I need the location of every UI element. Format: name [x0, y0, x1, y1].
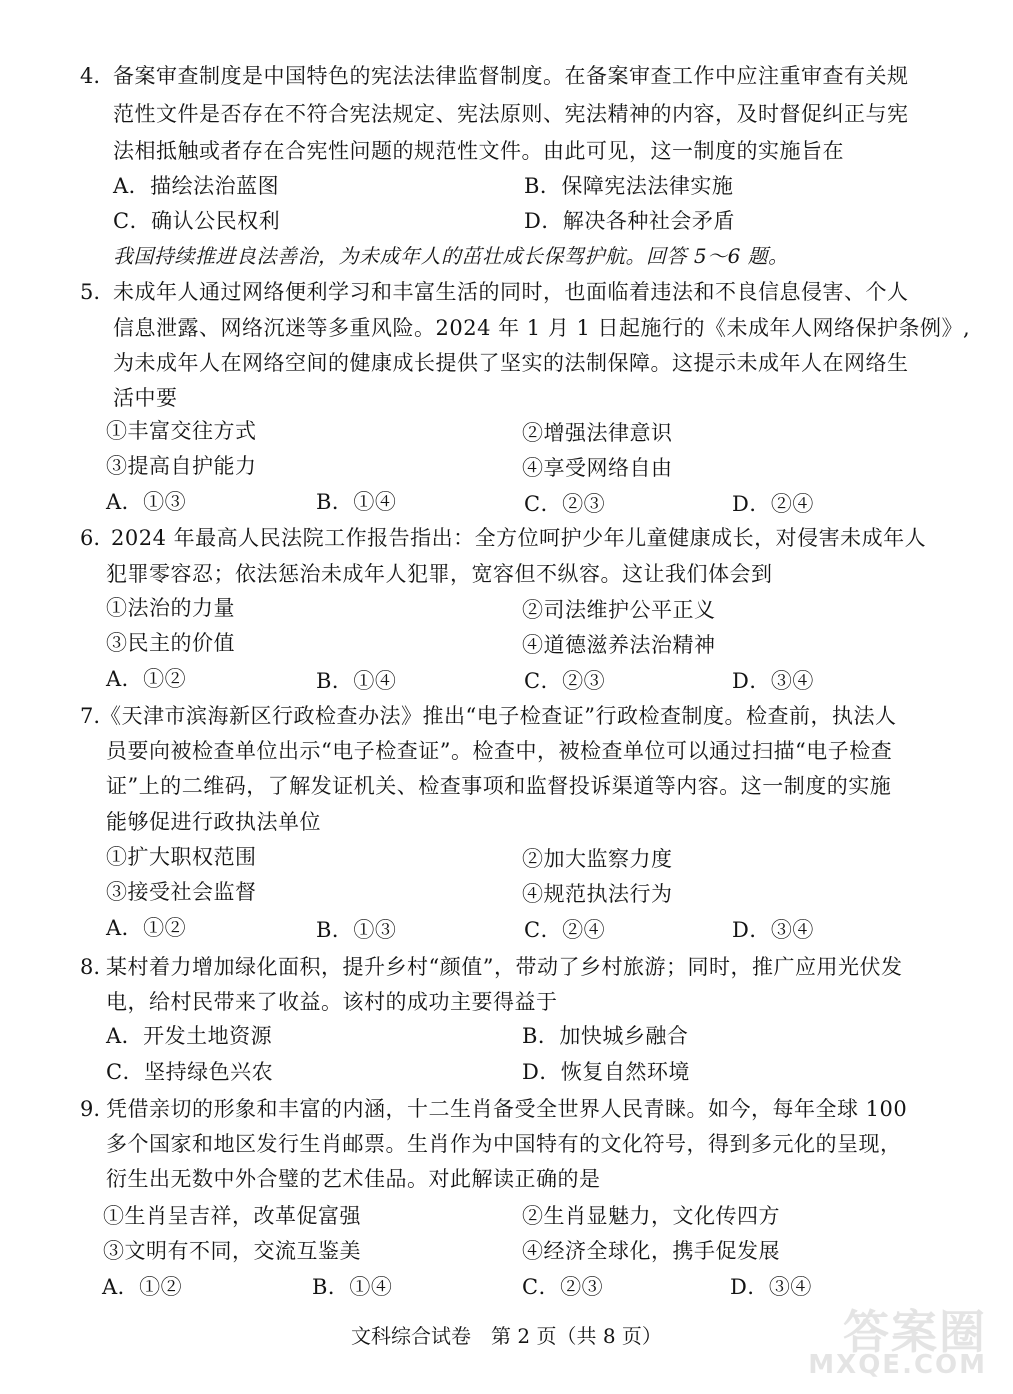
statement-item: ①扩大职权范围 [106, 845, 257, 869]
choice-c: C．②④ [524, 918, 606, 942]
option-c: C．坚持绿色兴农 [106, 1060, 274, 1084]
question-text-line: 未成年人通过网络便利学习和丰富生活的同时，也面临着违法和不良信息侵害、个人 [113, 280, 909, 304]
choice-a: A．①② [102, 1275, 183, 1299]
question-text-line: 范性文件是否存在不符合宪法规定、宪法原则、宪法精神的内容，及时督促纠正与宪 [113, 102, 909, 126]
statement-item: ③民主的价值 [106, 631, 235, 655]
question-number: 8. [80, 955, 101, 979]
choice-d: D．②④ [732, 492, 814, 516]
statement-item: ①法治的力量 [106, 596, 235, 620]
option-d: D．解决各种社会矛盾 [524, 209, 735, 233]
question-text-line: 凭借亲切的形象和丰富的内涵，十二生肖备受全世界人民青睐。如今，每年全球 100 [106, 1097, 908, 1121]
choice-b: B．①④ [316, 669, 397, 693]
question-text-line: 员要向被检查单位出示“电子检查证”。检查中，被检查单位可以通过扫描“电子检查 [106, 739, 893, 763]
choice-d: D．③④ [732, 669, 814, 693]
question-text-line: 法相抵触或者存在合宪性问题的规范性文件。由此可见，这一制度的实施旨在 [113, 139, 844, 163]
choice-d: D．③④ [730, 1275, 812, 1299]
option-a: A．开发土地资源 [106, 1024, 273, 1048]
option-b: B．保障宪法法律实施 [524, 174, 734, 198]
choice-d: D．③④ [732, 918, 814, 942]
question-text-line: 信息泄露、网络沉迷等多重风险。2024 年 1 月 1 日起施行的《未成年人网络保护条例》, [113, 316, 971, 340]
statement-item: ③文明有不同，交流互鉴美 [103, 1239, 361, 1263]
question-number: 7. [80, 704, 101, 728]
statement-item: ③接受社会监督 [106, 880, 257, 904]
statement-item: ②生肖显魅力，文化传四方 [522, 1204, 780, 1228]
choice-b: B．①③ [316, 918, 397, 942]
statement-item: ④规范执法行为 [522, 882, 673, 906]
statement-item: ③提高自护能力 [106, 454, 257, 478]
option-d: D．恢复自然环境 [522, 1060, 690, 1084]
question-text-line: 为未成年人在网络空间的健康成长提供了坚实的法制保障。这提示未成年人在网络生 [113, 351, 909, 375]
statement-item: ②司法维护公平正义 [522, 598, 716, 622]
option-a: A．描绘法治蓝图 [113, 174, 280, 198]
question-text-line: 《天津市滨海新区行政检查办法》推出“电子检查证”行政检查制度。检查前，执法人 [100, 704, 897, 728]
section-intro: 我国持续推进良法善治，为未成年人的茁壮成长保驾护航。回答 5～6 题。 [113, 244, 789, 268]
choice-c: C．②③ [524, 669, 606, 693]
choice-a: A．①② [106, 916, 187, 940]
question-number: 4. [80, 64, 101, 88]
question-text-line: 衍生出无数中外合璧的艺术佳品。对此解读正确的是 [106, 1167, 601, 1191]
question-text-line: 活中要 [113, 386, 178, 410]
statement-item: ④道德滋养法治精神 [522, 633, 716, 657]
statement-item: ④经济全球化，携手促发展 [522, 1239, 780, 1263]
choice-a: A．①③ [106, 490, 187, 514]
question-text-line: 某村着力增加绿化面积，提升乡村“颜值”，带动了乡村旅游；同时，推广应用光伏发 [106, 955, 903, 979]
statement-item: ②增强法律意识 [522, 421, 673, 445]
statement-item: ①生肖呈吉祥，改革促富强 [103, 1204, 361, 1228]
watermark-text-top: 答案圈 [843, 1305, 987, 1359]
statement-item: ①丰富交往方式 [106, 419, 257, 443]
choice-c: C．②③ [524, 492, 606, 516]
question-text-line: 2024 年最高人民法院工作报告指出：全方位呵护少年儿童健康成长，对侵害未成年人 [111, 526, 927, 550]
option-b: B．加快城乡融合 [522, 1024, 689, 1048]
question-number: 9. [80, 1097, 101, 1121]
choice-b: B．①④ [312, 1275, 393, 1299]
statement-item: ④享受网络自由 [522, 456, 673, 480]
question-number: 6. [80, 526, 101, 550]
question-text-line: 能够促进行政执法单位 [106, 810, 321, 834]
option-c: C．确认公民权利 [113, 209, 281, 233]
question-text-line: 犯罪零容忍；依法惩治未成年人犯罪，宽容但不纵容。这让我们体会到 [106, 562, 773, 586]
question-number: 5. [80, 280, 101, 304]
question-text-line: 证”上的二维码，了解发证机关、检查事项和监督投诉渠道等内容。这一制度的实施 [106, 774, 892, 798]
page-footer: 文科综合试卷 第 2 页（共 8 页） [351, 1324, 662, 1348]
choice-b: B．①④ [316, 490, 397, 514]
statement-item: ②加大监察力度 [522, 847, 673, 871]
question-text-line: 多个国家和地区发行生肖邮票。生肖作为中国特有的文化符号，得到多元化的呈现， [106, 1132, 902, 1156]
watermark-text-bottom: MXQE.COM [808, 1350, 987, 1380]
question-text-line: 电，给村民带来了收益。该村的成功主要得益于 [106, 990, 558, 1014]
choice-a: A．①② [106, 667, 187, 691]
question-text-line: 备案审查制度是中国特色的宪法法律监督制度。在备案审查工作中应注重审查有关规 [113, 64, 909, 88]
choice-c: C．②③ [522, 1275, 604, 1299]
watermark-logo [803, 1292, 1003, 1382]
